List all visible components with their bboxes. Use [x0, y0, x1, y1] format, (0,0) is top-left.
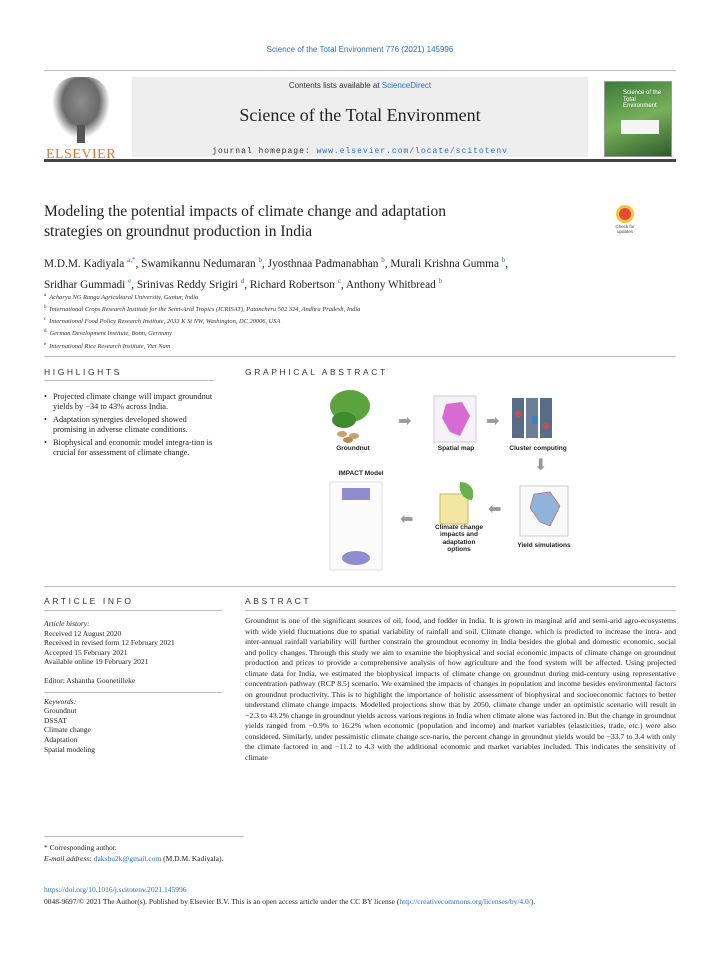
author-list	[44, 252, 684, 294]
affiliation-mark: a	[44, 293, 47, 298]
author-name[interactable]: Sridhar Gummadi	[44, 278, 126, 291]
spacer	[44, 667, 222, 676]
impact-model-block	[342, 551, 370, 565]
journal-citation-link[interactable]: Science of the Total Environment 776 (2021) 145996	[266, 45, 454, 54]
highlights-rule	[44, 380, 214, 381]
abstract-heading: ABSTRACT	[245, 596, 312, 606]
elsevier-logo[interactable]	[44, 77, 118, 161]
footnote-rule	[44, 836, 244, 837]
climate-change-label	[428, 524, 490, 554]
article-title-line: Modeling the potential impacts of climate change and adaptation	[44, 203, 447, 220]
notepad	[440, 494, 468, 524]
author-name[interactable]: Anthony Whitbread	[345, 278, 436, 291]
license-suffix: ).	[530, 897, 536, 906]
author-line: Sridhar Gummadi $^e$, Srinivas Reddy Srigiri $^d$, Richard Robertson $^c$, Anthony Whitbread $^b$	[44, 276, 443, 291]
affiliation-item	[44, 315, 664, 327]
groundnut-plant-icon	[330, 390, 370, 443]
doi-link[interactable]: https://doi.org/10.1016/j.scitotenv.2021.145996	[44, 885, 187, 894]
arrow-left-icon: ⬅	[488, 501, 502, 518]
arrow-left-icon: ⬅	[400, 511, 414, 528]
author-name[interactable]: Richard Robertson	[249, 278, 335, 291]
keyword-item: Groundnut	[44, 706, 77, 716]
cover-strip	[621, 120, 659, 134]
email-label: E-mail address:	[44, 854, 92, 863]
license-line	[44, 897, 684, 906]
climate-leaf-icon	[440, 482, 473, 524]
affiliation-text: Acharya NG Ranga Agricultural University, Guntur, India	[49, 294, 199, 302]
author-name[interactable]: Swamikannu Nedumaran	[141, 257, 256, 270]
abstract-body: Groundnut is one of the significant sources of oil, food, and fodder in India. It is grown in marginal arid and semi-arid agro-ecosystems with wide yield fluctuations due to spatial variability of rainfall and soil. Climate change, which is predicted to increase the intra- and inter-annual rainfall variability will further constrain the groundnut economy in India besides the global and domestic economic, social and policy changes. Through this study we aim to examine the biophysical and social economic impacts of climate change on groundnut production and prices to provide a comprehensive analysis of how agriculture and the food system will be affected. Using projected climate data for India, we estimated the biophysical impacts of climate change on groundnut during mid-century using representative concentration pathway (RCP 8.5) scenario. We examined the impacts of changes in population and income besides environmental factors on groundnut productivity. This is to highlight the importance of holistic assessment of biophysical and socioeconomic factors to better understand climate change impacts. Modelled projections show that by 2050, climate change under an optimistic scenario will result in −2.3 to 43.2% change in groundnut yields across various regions in India when climate alone was factored in. But the change in groundnut yields ranged from −0.9% to 16.2% when economic (population and income) and market variables (elasticities, trade, etc.) were also considered. Similarly, under pessimistic climate change sce-nario, the percent change in groundnut yields would be −33.7 to 3.4 with only the climate factored in and −11.2 to 4.3 with the additional economic and market variables included. This indicates the sensitivity of climate	[245, 616, 676, 762]
keyword-item: Spatial modeling	[44, 744, 96, 754]
article-info-panel	[44, 619, 222, 754]
affiliation-mark: e	[44, 341, 47, 347]
journal-cover-thumbnail[interactable]	[604, 81, 672, 157]
climate-label-line: options	[447, 546, 471, 554]
graphical-abstract-heading: GRAPHICAL ABSTRACT	[245, 367, 388, 377]
history-label: Article history:	[44, 619, 90, 628]
affiliation-item	[44, 340, 664, 352]
climate-label-line: impacts and	[440, 531, 478, 539]
contents-prefix: Contents lists available at	[288, 81, 380, 90]
masthead	[44, 70, 676, 162]
author-affiliation-mark[interactable]: b	[501, 256, 506, 264]
highlight-item: • Biophysical and economic model integra-tion is crucial for assessment of climate change.	[44, 438, 214, 459]
journal-banner	[132, 77, 588, 157]
email-suffix: (M.D.M. Kadiyala).	[163, 854, 224, 863]
section-divider	[44, 356, 676, 357]
journal-title: Science of the Total Environment	[239, 105, 481, 125]
keyword-item: Adaptation	[44, 734, 78, 744]
affiliation-text: International Food Policy Research Institute, 2033 K St NW, Washington, DC 20006, USA	[49, 318, 281, 326]
history-item: Received 12 August 2020	[44, 628, 122, 638]
crossmark-icon	[616, 205, 634, 223]
impact-model-block	[342, 488, 370, 500]
author-name[interactable]: Srinivas Reddy Srigiri	[136, 278, 238, 291]
affiliation-mark: c	[44, 317, 47, 323]
journal-homepage-link[interactable]: www.elsevier.com/locate/scitotenv	[316, 147, 508, 156]
server-light	[515, 411, 521, 417]
author-affiliation-mark[interactable]: b	[258, 256, 263, 264]
highlight-item: • Adaptation synergies developed showed promising in adverse climate conditions.	[44, 415, 214, 436]
peanut-pod	[337, 431, 347, 437]
server-rack	[540, 398, 552, 438]
article-info-rule	[44, 610, 222, 611]
crossmark-label-line: Check for	[615, 224, 635, 229]
license-link[interactable]: http://creativecommons.org/licenses/by/4.0/	[399, 897, 531, 906]
author-affiliation-mark[interactable]: b	[381, 256, 385, 264]
highlights-heading: HIGHLIGHTS	[44, 367, 122, 377]
spatial-map-label: Spatial map	[437, 445, 475, 452]
affiliation-item	[44, 291, 664, 303]
affiliation-item	[44, 327, 664, 339]
article-title	[44, 202, 604, 242]
affiliation-text: German Development Institute, Bonn, Germany	[49, 330, 172, 338]
homepage-prefix: journal homepage:	[212, 147, 311, 156]
history-item: Accepted 15 February 2021	[44, 647, 128, 657]
affiliation-mark: d	[44, 329, 47, 335]
publisher-name: ELSEVIER	[45, 147, 117, 162]
climate-label-line: Climate change	[434, 524, 484, 531]
climate-label-line: adaptation	[442, 538, 476, 546]
cluster-computing-label: Cluster computing	[509, 445, 567, 452]
affiliation-text: International Rice Research Institute, Viet Nam	[49, 342, 171, 350]
author-affiliation-mark[interactable]: d	[240, 276, 245, 285]
author-line: M.D.M. Kadiyala $^{a,*}$, Swamikannu Nedumaran $^b$, Jyosthnaa Padmanabhan $^b$, Murali Krishna Gumma $^b$,	[44, 256, 509, 270]
author-affiliation-mark[interactable]: e	[128, 276, 132, 285]
author-affiliation-mark[interactable]: a,*	[127, 256, 136, 264]
affiliation-mark: b	[44, 305, 47, 311]
sciencedirect-link[interactable]: ScienceDirect	[381, 81, 432, 90]
server-light	[532, 416, 538, 424]
affiliation-list	[44, 291, 664, 352]
cover-title: Science of the Total Environment	[623, 90, 662, 110]
homepage-line	[132, 147, 588, 156]
groundnut-label: Groundnut	[336, 445, 370, 452]
arrow-right-icon: ➡	[486, 413, 500, 430]
footnote	[44, 842, 544, 864]
check-for-updates-button[interactable]	[609, 205, 641, 237]
plant-leaves	[332, 412, 356, 428]
server-rack	[512, 398, 524, 438]
author-name[interactable]: M.D.M. Kadiyala	[44, 257, 125, 270]
article-title-line: strategies on groundnut production in India	[44, 223, 313, 240]
contents-line	[132, 81, 588, 90]
graphical-abstract-figure[interactable]	[310, 386, 598, 572]
yield-simulations-label: Yield simulations	[517, 542, 571, 549]
keywords-rule	[44, 692, 222, 693]
impact-model-label: IMPACT Model	[338, 470, 384, 477]
server-rack-icon	[512, 398, 552, 438]
arrow-right-icon: ➡	[398, 413, 412, 430]
crossmark-label	[609, 224, 641, 234]
crossmark-label-line: updates	[616, 229, 633, 234]
history-item: Received in revised form 12 February 2021	[44, 638, 175, 648]
affiliation-item	[44, 303, 664, 315]
corresponding-author-note: * Corresponding author.	[44, 843, 117, 852]
keyword-item: DSSAT	[44, 715, 67, 725]
highlights-list	[44, 392, 214, 460]
keyword-item: Climate change	[44, 725, 91, 735]
section-divider	[44, 586, 676, 587]
peanut-pod	[343, 437, 353, 443]
article-info-heading: ARTICLE INFO	[44, 596, 134, 606]
author-affiliation-mark[interactable]: b	[438, 276, 443, 285]
history-item: Available online 19 February 2021	[44, 657, 149, 667]
affiliation-text: International Crops Research Institute for the Semi-Arid Tropics (ICRISAT), Patancheru 502 324, Andhra Pradesh, India	[49, 306, 361, 314]
email-link[interactable]: dakshu2k@gmail.com	[93, 854, 162, 863]
server-light	[543, 423, 549, 429]
author-name[interactable]: Jyosthnaa Padmanabhan	[267, 257, 379, 270]
tree-trunk-icon	[77, 125, 85, 143]
license-prefix: 0048-9697/© 2021 The Author(s). Published by Elsevier B.V. This is an open access article under the CC BY license (	[44, 897, 400, 906]
abstract-rule	[245, 610, 676, 611]
highlight-item: • Projected climate change will impact groundnut yields by −34 to 43% across India.	[44, 392, 214, 413]
email-line	[44, 853, 544, 864]
arrow-down-icon: ⬇	[534, 457, 548, 474]
keywords-label: Keywords:	[44, 696, 77, 706]
author-affiliation-mark[interactable]: c	[337, 276, 341, 285]
editor-line: Editor: Ashantha Goonetilleke	[44, 675, 136, 685]
author-name[interactable]: Murali Krishna Gumma	[390, 257, 499, 270]
